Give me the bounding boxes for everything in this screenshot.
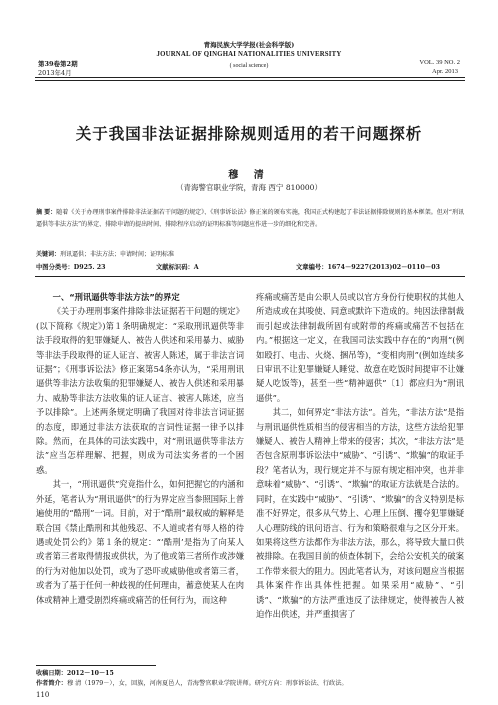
paragraph: 其二，如何界定“非法方法”。首先，“非法方法”是指与刑讯逼供性质相当的侵害相当的方法，这些方法给犯罪嫌疑人、被告人精神上带来的侵害；其次，“非法方法”是否包含原刑事诉讼法中“威胁”、“引诱”、“欺骗”的取证手段？笔者认为，现行规定并不与原有规定相冲突，也并非意味着“威胁”、“引诱”、“欺骗”的取证方法就是合法的。同时，在实践中“威胁”、“引诱”、“欺骗”的含义特别是标准不好界定，很多从气势上、心理上压倒、攫夺犯罪嫌疑人心理防线的讯问语言、行为和策略很难与之区分开来。如果将这些方法都作为非法方法，那么，将导致大量口供被排除。在我国目前的侦查体制下，会给公安机关的破案工作带来很大的阻力。因此笔者认为，对该问题应当根据具体案件作出具体性把握。如果采用“威胁”、“引诱”、“欺骗”的方法严重违反了法律规定，使得被告人被迫作出供述，并严重损害了 — [256, 407, 464, 619]
section-heading: 一、“刑讯逼供等非法方法”的界定 — [52, 292, 180, 302]
abstract — [36, 207, 464, 231]
page-number: 110 — [36, 691, 50, 699]
paragraph: 疼痛或痛苦是由公职人员或以官方身份行使职权的其他人所造成或在其唆使、同意或默许下造成的。纯因法律制裁而引起或法律制裁所固有或附带的疼痛或痛苦不包括在内。”根据这一定义，在我国司法实践中存在的“肉刑”(例如殴打、电击、火烧、捆吊等)，“变相肉刑”(例如连续多日审讯不让犯罪嫌疑人睡觉、故意在吃饭时间提审不让嫌疑人吃饭等)，甚至一些“精神逼供”〔1〕都应归为“刑讯逼供”。 — [256, 292, 464, 403]
date-en: Apr. 2013 — [432, 68, 458, 75]
keywords — [36, 249, 174, 258]
author-bio — [36, 678, 348, 687]
abstract-text: 随着《关于办理刑事案件排除非法证据若干问题的规定》、《刑事诉讼法》修正案的颁布实施，我国正式构建起了非法证据排除规则的基本框架。但对“刑讯逼供等非法方法”的界定、排除申请的提出时间、排除程序启动的证明标准等问题应作进一步的细化和完善。 — [36, 209, 464, 228]
received-date: 收稿日期：2012－10－15 — [36, 670, 114, 677]
volume-cn: 第39卷第2期 — [38, 60, 78, 68]
author-bio-label: 作者简介： — [36, 680, 67, 687]
paragraph: 《关于办理刑事案件排除非法证据若干问题的规定》(以下简称《规定》)第１条明确规定：“采取刑讯逼供等非法手段取得的犯罪嫌疑人、被告人供述和采用暴力、威胁等非法手段取得的证人证言、被害人陈述，属于非法言词证据”；《刑事诉讼法》修正案第54条亦认为，“采用刑讯逼供等非法方法收集的犯罪嫌疑人、被告人供述和采用暴力、威胁等非法方法收集的证人证言、被害人陈述，应当予以排除”。上述两条规定明确了我国对待非法言词证据的态度，即通过非法方法获取的言词性证据一律予以排除。然而，在具体的司法实践中，对“刑讯逼供等非法方法”应当怎样理解、把握，则成为司法实务者的一个困惑。 — [36, 306, 244, 475]
footnote-rule — [36, 665, 156, 666]
document-code: 文献标识码：A — [156, 264, 199, 271]
journal-title-cn: 青海民族大学学报(社会科学版) — [203, 41, 295, 49]
author-bio-text: 穆 清（1979－），女，回族，河南夏邑人，青海警官职业学院讲师。研究方向：刑事诉讼法、行政法。 — [66, 680, 348, 687]
volume-en: VOL. 39 NO. 2 — [419, 59, 460, 66]
body-column-right — [256, 290, 464, 621]
paragraph: 其一，“刑讯逼供”究竟指什么，如何把握它的内涵和外延，笔者认为“刑讯逼供”的行为界定应当参照国际上普遍使用的“酷刑”一词。目前，对于“酷刑”最权威的解释是联合国《禁止酷刑和其他残忍、不人道或者有辱人格的待遇或处罚公约》第１条的规定：“‘酷刑’是指为了向某人或者第三者取得情报或供状，为了他或第三者所作或涉嫌的行为对他加以处罚，或为了恐吓或威胁他或者第三者，或者为了基于任何一种歧视的任何理由，蓄意使某人在肉体或精神上遭受剧烈疼痛或痛苦的任何行为，而这种 — [36, 479, 244, 605]
header-rule — [35, 77, 465, 78]
clc-number: 中图分类号：D925. 23 — [36, 264, 106, 271]
abstract-label: 摘 要： — [36, 209, 57, 216]
body-column-left — [36, 290, 244, 607]
article-title: 关于我国非法证据排除规则适用的若干问题探析 — [75, 125, 423, 143]
date-cn: 2013年4月 — [38, 69, 72, 77]
keywords-text: 刑讯逼供；非法方法；申请时间；证明标准 — [60, 251, 175, 258]
journal-edition-en: ( social science) — [229, 63, 269, 69]
journal-title-en: JOURNAL OF QINGHAI NATIONALITIES UNIVERSITY — [156, 51, 342, 58]
article-author: 穆 清 — [228, 170, 270, 181]
keywords-label: 关键词： — [36, 251, 61, 258]
article-number: 文章编号：1674－9227(2013)02－0110－03 — [296, 264, 440, 271]
meta-divider — [35, 276, 465, 277]
article-affiliation: （青海警官职业学院，青海 西宁 810000） — [176, 183, 322, 192]
header-rule-thin — [35, 80, 465, 81]
